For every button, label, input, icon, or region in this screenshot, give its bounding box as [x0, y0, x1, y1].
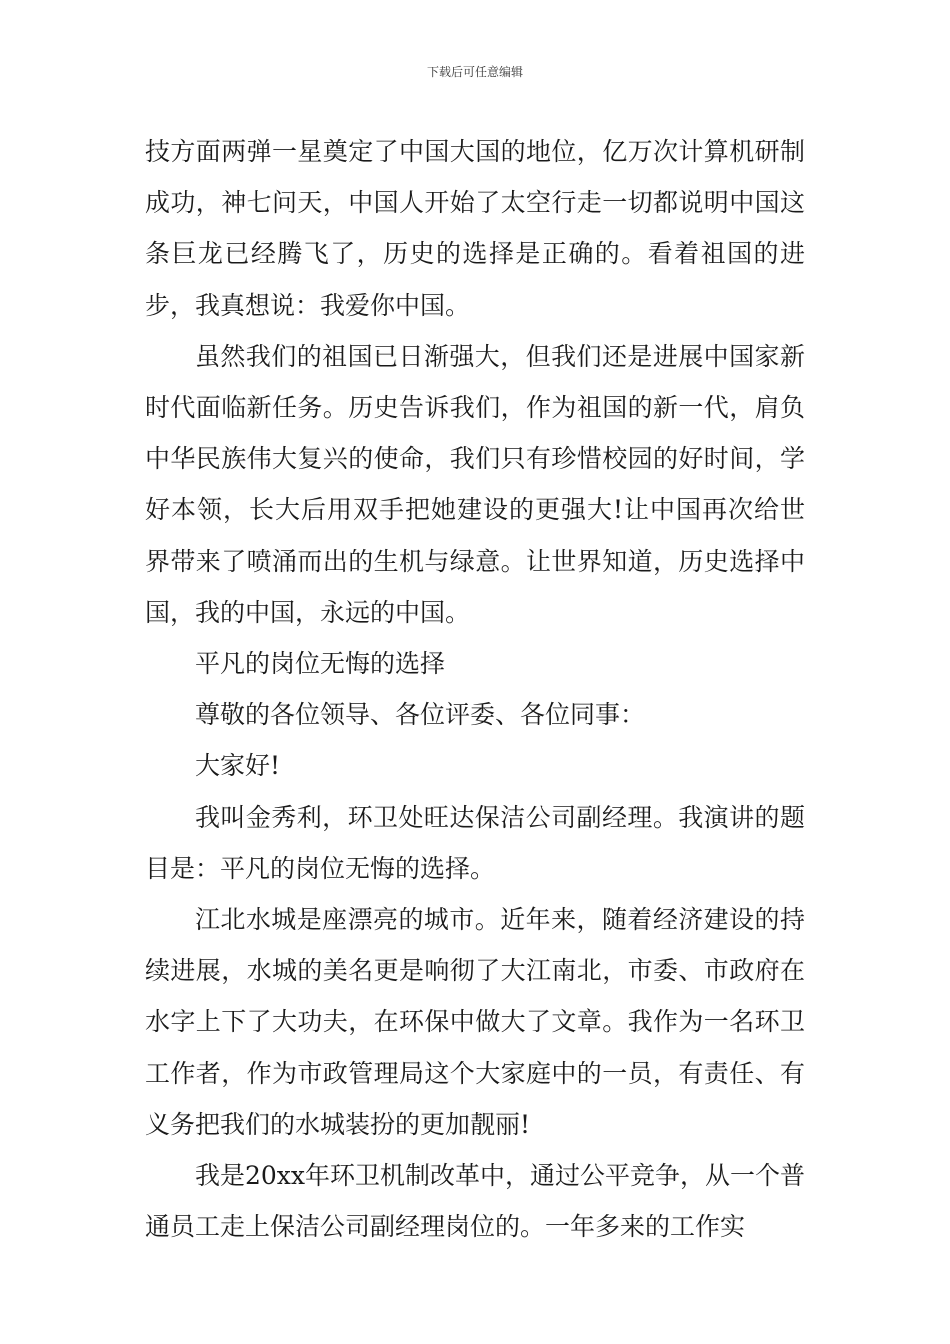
page-header-note: 下载后可任意编辑 — [426, 65, 523, 79]
paragraph-1: 技方面两弹一星奠定了中国大国的地位，亿万次计算机研制成功，神七问天，中国人开始了太空行走一切都说明中国这条巨龙已经腾飞了，历史的选择是正确的。看着祖国的进步，我真想说：我爱你中国。 — [145, 137, 805, 320]
paragraph-introduction: 我叫金秀利，环卫处旺达保洁公司副经理。我演讲的题目是：平凡的岗位无悔的选择。 — [145, 802, 805, 883]
paragraph-city: 江北水城是座漂亮的城市。近年来，随着经济建设的持续进展，水城的美名更是响彻了大江南北，市委、市政府在水字上下了大功夫，在环保中做大了文章。我作为一名环卫工作者，作为市政管理局这个大家庭中的一员，有责任、有义务把我们的水城装扮的更加靓丽! — [145, 905, 805, 1139]
paragraph-2: 虽然我们的祖国已日渐强大，但我们还是进展中国家新时代面临新任务。历史告诉我们，作为祖国的新一代，肩负中华民族伟大复兴的使命，我们只有珍惜校园的好时间，学好本领，长大后用双手把她建设的更强大!让中国再次给世界带来了喷涌而出的生机与绿意。让世界知道，历史选择中国，我的中国，永远的中国。 — [145, 341, 805, 627]
greeting: 大家好! — [195, 751, 281, 781]
document-body — [145, 126, 805, 1252]
speech-title: 平凡的岗位无悔的选择 — [195, 649, 446, 679]
salutation: 尊敬的各位领导、各位评委、各位同事： — [195, 700, 646, 730]
paragraph-experience: 我是20xx年环卫机制改革中，通过公平竞争，从一个普通员工走上保洁公司副经理岗位的。一年多来的工作实 — [145, 1161, 806, 1242]
